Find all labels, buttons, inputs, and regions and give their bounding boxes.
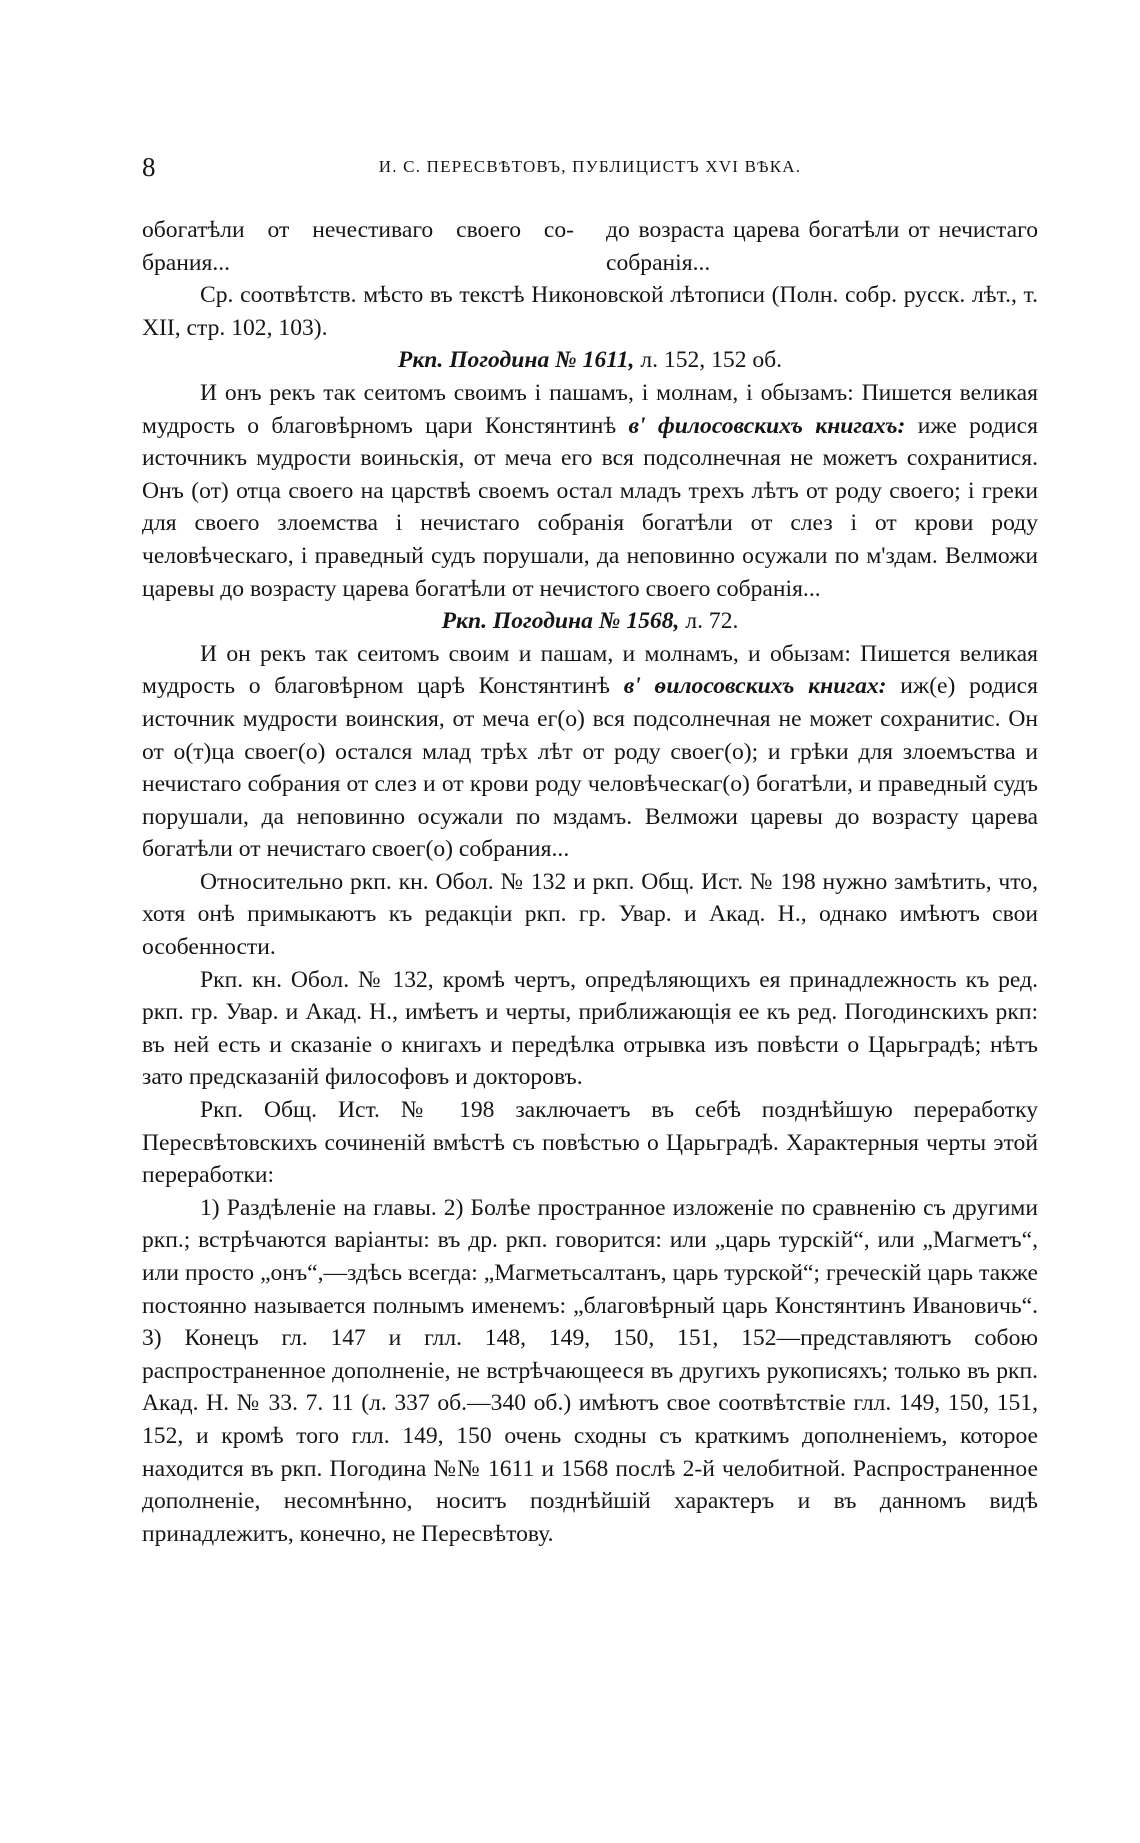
quote-1568-rest: иж(е) родися источник мудрости воинския, от меча ег(о) вся подсолнечная не может сохранитис. Он от о(т)ца своег(о) остался млад трѣх лѣт от роду своег(о); и грѣки для злоемъства и нечистаго собрания от слез и от крови роду человѣческаг(о) богатѣли, и праведный судъ порушали, да неповинно осужали по мздамъ. Велможи царевы до возрасту царева богатѣли от нечистаго своег(о) собрания... xyxy=(142,673,1038,863)
running-title: И. С. ПЕРЕСВѢТОВЪ, ПУБЛИЦИСТЪ XVI ВѢКА. xyxy=(378,157,802,176)
left-column-text: обогатѣли от нечестиваго своего со-брания... xyxy=(142,217,574,276)
citation-pogodin-1611 xyxy=(142,344,1038,377)
citation-pogodin-1568 xyxy=(142,605,1038,638)
paragraph-quote-1611 xyxy=(142,377,1038,605)
paragraph-nikon-reference: Ср. соотвѣтств. мѣсто въ текстѣ Никоновской лѣтописи (Полн. собр. русск. лѣт., т. XII, стр. 102, 103). xyxy=(142,282,1038,341)
two-column-excerpt xyxy=(142,214,1038,279)
citation-1611-folio: л. 152, 152 об. xyxy=(634,347,783,374)
quote-1568-italic: в' ѳилосовскихъ книгах: xyxy=(623,673,887,700)
page-body xyxy=(142,214,1038,1550)
paragraph-manuscripts-132-198: Относительно ркп. кн. Обол. № 132 и ркп. Общ. Ист. № 198 нужно замѣтить, что, хотя онѣ примыкаютъ къ редакціи ркп. гр. Увар. и Акад. Н., однако имѣютъ свои особенности. xyxy=(142,868,1038,961)
left-column xyxy=(142,214,574,279)
paragraph-features-list: 1) Раздѣленіе на главы. 2) Болѣе пространное изложеніе по сравненію съ другими ркп.; встрѣчаются варіанты: въ др. ркп. говорится: или „царь турскій“, или „Магметъ“, или просто „онъ“,—здѣсь всегда: „Магметьсалтанъ, царь турской“; греческій царь также постоянно называется полнымъ именемъ: „благовѣрный царь Констянтинъ Ивановичь“. 3) Конецъ гл. 147 и глл. 148, 149, 150, 151, 152—представляютъ собою распространенное дополненіе, не встрѣчающееся въ другихъ рукописяхъ; только въ ркп. Акад. Н. № 33. 7. 11 (л. 337 об.—340 об.) имѣютъ свое соотвѣтствіе глл. 149, 150, 151, 152, и кромѣ того глл. 149, 150 очень сходны съ краткимъ дополненіемъ, которое находится въ ркп. Погодина №№ 1611 и 1568 послѣ 2-й челобитной. Распространенное дополненіе, несомнѣнно, носитъ позднѣйшій характеръ и въ данномъ видѣ принадлежитъ, конечно, не Пересвѣтову. xyxy=(142,1194,1038,1547)
right-column xyxy=(606,214,1038,279)
quote-1611-start: И онъ рекъ так сеитомъ своимъ і пашамъ, і молнам, і обызамъ: Пишется великая мудрость о благовѣрномъ цари Констянтинѣ xyxy=(142,379,1038,439)
right-column-text: до возраста царева богатѣли от нечистаго собранія... xyxy=(606,217,1038,276)
page-header xyxy=(142,152,1038,188)
citation-1568-folio: л. 72. xyxy=(679,608,739,635)
quote-1611-italic: в' филосовскихъ книгахъ: xyxy=(628,412,906,439)
citation-1611-main: Ркп. Погодина № 1611, xyxy=(397,347,635,374)
paragraph-obol-132: Ркп. кн. Обол. № 132, кромѣ чертъ, опредѣляющихъ ея принадлежность къ ред. ркп. гр. Увар. и Акад. Н., имѣетъ и черты, приближающія ее къ ред. Погодинскихъ ркп: въ ней есть и сказаніе о книгахъ и передѣлка отрывка изъ повѣсти о Царьградѣ; нѣтъ зато предсказаній философовъ и докторовъ. xyxy=(142,966,1038,1091)
citation-1568-main: Ркп. Погодина № 1568, xyxy=(441,608,680,635)
page-number: 8 xyxy=(142,152,156,182)
paragraph-quote-1568 xyxy=(142,638,1038,866)
quote-1611-rest: иже родися источникъ мудрости воиньскія, от меча его вся подсолнечная не можетъ сохранитися. Онъ (от) отца своего на царствѣ своемъ остал младъ трехъ лѣтъ от роду своего; і греки для своего злоемства і нечистаго собранія богатѣли от слез і от крови роду человѣческаго, і праведный судъ порушали, да неповинно осужали по м'здам. Велможи царевы до возрасту царева богатѣли от нечистого своего собранія... xyxy=(142,412,1038,602)
quote-1568-start: И он рекъ так сеитомъ своим и пашам, и молнамъ, и обызам: Пишется великая мудрость о благовѣрном царѣ Констянтинѣ xyxy=(142,640,1038,700)
paragraph-obshch-198: Ркп. Общ. Ист. № 198 заключаетъ въ себѣ позднѣйшую переработку Пересвѣтовскихъ сочиненій вмѣстѣ съ повѣстью о Царьградѣ. Характерныя черты этой переработки: xyxy=(142,1097,1038,1189)
